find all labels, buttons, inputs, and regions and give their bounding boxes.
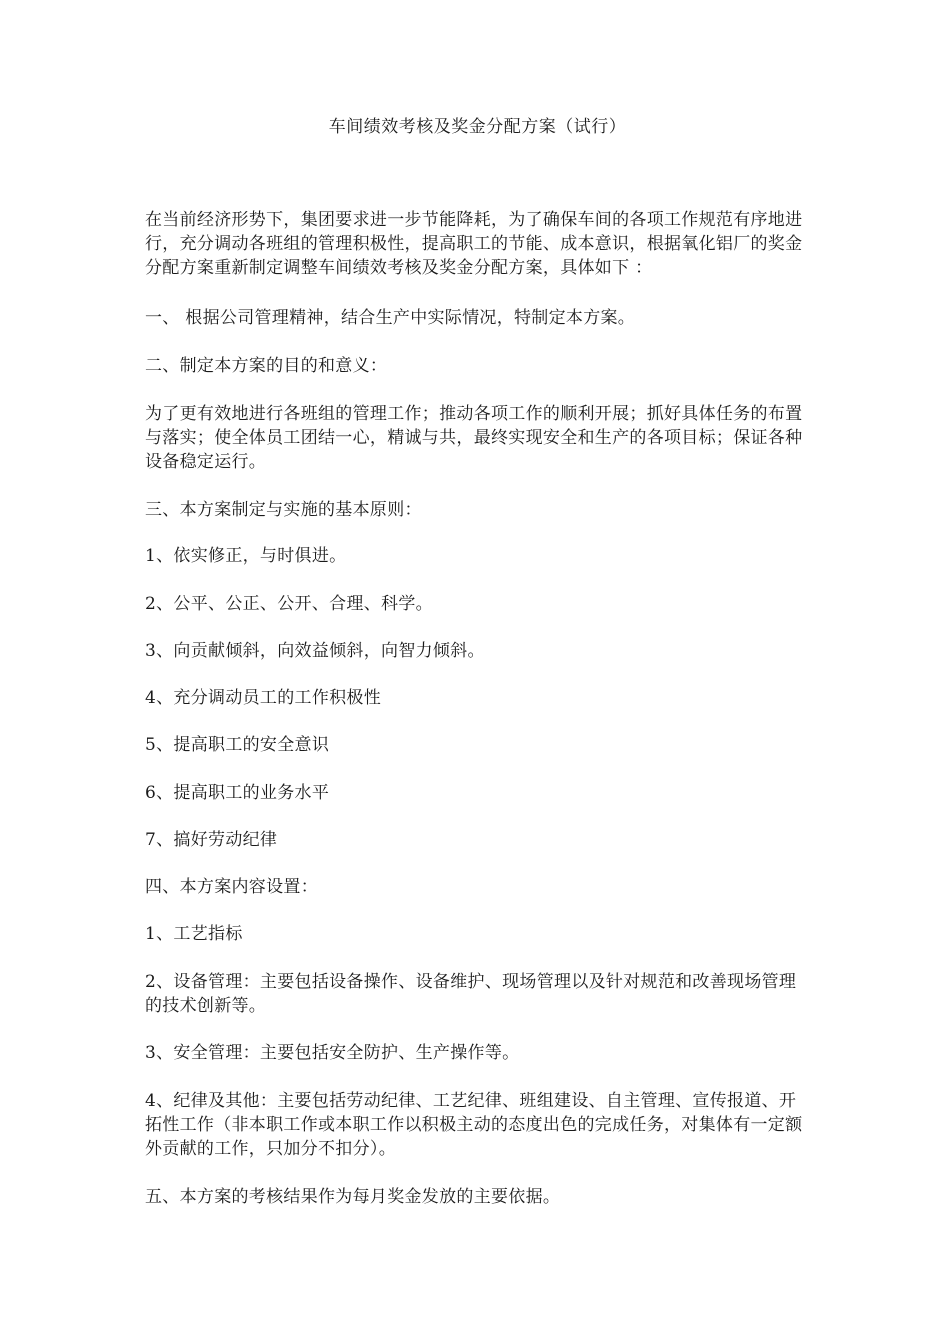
principle-item-5: 5、提高职工的安全意识 xyxy=(145,735,330,755)
section-three-heading: 三、本方案制定与实施的基本原则： xyxy=(145,500,422,520)
principle-item-6: 6、提高职工的业务水平 xyxy=(145,783,330,803)
principle-item-7: 7、搞好劳动纪律 xyxy=(145,830,278,850)
content-item-4: 4、纪律及其他：主要包括劳动纪律、工艺纪律、班组建设、自主管理、宣传报道、开拓性工作（非本职工作或本职工作以积极主动的态度出色的完成任务，对集体有一定额外贡献的工作，只加分不扣分）。 xyxy=(145,1091,803,1159)
content-item-2: 2、设备管理：主要包括设备操作、设备维护、现场管理以及针对规范和改善现场管理的技术创新等。 xyxy=(145,972,797,1016)
principle-item-3: 3、向贡献倾斜，向效益倾斜，向智力倾斜。 xyxy=(145,641,485,661)
section-one: 一、 根据公司管理精神，结合生产中实际情况，特制定本方案。 xyxy=(145,308,636,328)
purpose-paragraph: 为了更有效地进行各班组的管理工作；推动各项工作的顺利开展；抓好具体任务的布置与落实；使全体员工团结一心，精诚与共，最终实现安全和生产的各项目标；保证各种设备稳定运行。 xyxy=(145,404,803,472)
intro-paragraph: 在当前经济形势下，集团要求进一步节能降耗，为了确保车间的各项工作规范有序地进行，充分调动各班组的管理积极性，提高职工的节能、成本意识，根据氧化铝厂的奖金分配方案重新制定调整车间绩效考核及奖金分配方案，具体如下 ： xyxy=(145,210,803,278)
section-two-heading: 二、制定本方案的目的和意义： xyxy=(145,356,388,376)
document-title: 车间绩效考核及奖金分配方案（试行） xyxy=(328,117,627,137)
section-five: 五、本方案的考核结果作为每月奖金发放的主要依据。 xyxy=(145,1187,561,1207)
principle-item-2: 2、公平、公正、公开、合理、科学。 xyxy=(145,594,433,614)
content-item-1: 1、工艺指标 xyxy=(145,924,243,944)
section-four-heading: 四、本方案内容设置： xyxy=(145,877,318,897)
principle-item-1: 1、依实修正，与时俱进。 xyxy=(145,546,347,566)
content-item-3: 3、安全管理：主要包括安全防护、生产操作等。 xyxy=(145,1043,520,1063)
principle-item-4: 4、充分调动员工的工作积极性 xyxy=(145,688,382,708)
